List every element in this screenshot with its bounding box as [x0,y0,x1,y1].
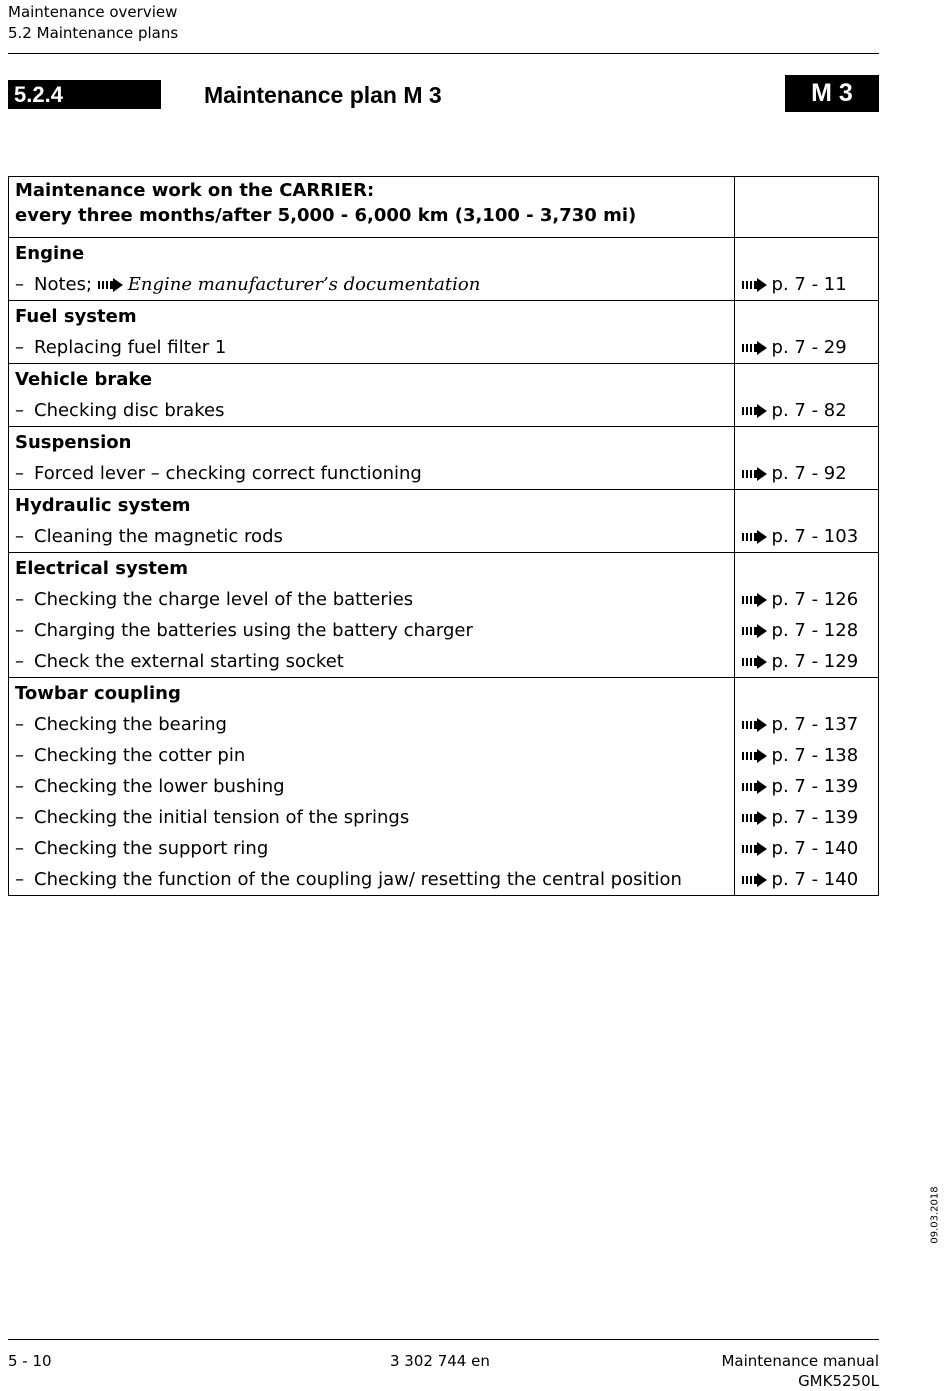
page-reference-text[interactable]: p. 7 - 139 [771,807,859,828]
page-reference[interactable] [735,833,878,864]
list-dash: – [15,589,24,610]
footer-manual-model: GMK5250L [798,1372,879,1390]
list-dash: – [15,869,24,890]
footer-manual-title: Maintenance manual [721,1352,879,1370]
page-reference-text[interactable]: p. 7 - 103 [771,526,859,547]
group-title: Towbar coupling [15,683,181,704]
item-text: Checking the charge level of the batteries [34,589,414,610]
list-item [9,332,734,363]
page-reference-text[interactable]: p. 7 - 137 [771,714,859,735]
reference-spacer [735,427,878,458]
page-reference-arrow-icon [742,773,767,804]
page-reference-arrow-icon [742,397,767,428]
page-reference-text[interactable]: p. 7 - 140 [771,838,859,859]
section-number: 5.2.4 [8,80,161,109]
table-heading-ref-cell [734,177,878,238]
page-reference-text[interactable]: p. 7 - 11 [771,274,847,295]
list-dash: – [15,463,24,484]
list-item [9,864,734,895]
table-row [9,678,879,896]
item-text: Cleaning the magnetic rods [34,526,283,547]
page-reference-text[interactable]: p. 7 - 128 [771,620,859,641]
item-text: Checking the support ring [34,838,269,859]
page-title: Maintenance plan M 3 [204,82,442,108]
list-dash: – [15,838,24,859]
item-text: Checking the cotter pin [34,745,246,766]
page-reference[interactable] [735,646,878,677]
reference-spacer [735,553,878,584]
table-heading-row [9,177,879,238]
reference-spacer [735,364,878,395]
task-cell [9,490,735,553]
list-dash: – [15,337,24,358]
footer-page-number: 5 - 10 [8,1352,52,1370]
page-reference[interactable] [735,709,878,740]
page-reference-arrow-icon [742,866,767,897]
item-text: Checking the bearing [34,714,227,735]
page-reference-arrow-icon [742,523,767,554]
page-reference-arrow-icon [742,460,767,491]
page-reference[interactable] [735,740,878,771]
table-heading-line2: every three months/after 5,000 - 6,000 km (3,100 - 3,730 mi) [15,205,637,226]
page-reference-text[interactable]: p. 7 - 92 [771,463,847,484]
reference-spacer [735,301,878,332]
list-item [9,615,734,646]
task-cell [9,238,735,301]
reference-cell [734,238,878,301]
list-item [9,458,734,489]
list-item [9,395,734,426]
reference-cell [734,678,878,896]
page-reference-arrow-icon [98,271,123,302]
list-dash: – [15,651,24,672]
page-reference-text[interactable]: p. 7 - 140 [771,869,859,890]
group-title: Suspension [15,432,132,453]
table-row [9,238,879,301]
page-reference-arrow-icon [742,334,767,365]
page-reference-arrow-icon [742,835,767,866]
header-rule [8,53,879,54]
table-heading-line1: Maintenance work on the CARRIER: [15,180,375,201]
page-reference-arrow-icon [742,648,767,679]
task-cell [9,553,735,678]
page-reference[interactable] [735,521,878,552]
maintenance-table-body [9,177,879,896]
task-cell [9,427,735,490]
running-header [8,2,178,44]
group-title: Electrical system [15,558,188,579]
list-item [9,771,734,802]
reference-spacer [735,238,878,269]
item-text: Checking the lower bushing [34,776,285,797]
page-reference[interactable] [735,584,878,615]
page-reference-arrow-icon [742,617,767,648]
page-reference-arrow-icon [742,804,767,835]
maintenance-table [8,176,879,896]
plan-badge: M 3 [785,75,879,112]
item-text: Checking disc brakes [34,400,225,421]
reference-cell [734,301,878,364]
table-row [9,364,879,427]
page-reference-arrow-icon [742,711,767,742]
list-dash: – [15,776,24,797]
page-reference-text[interactable]: p. 7 - 29 [771,337,847,358]
page-reference-text[interactable]: p. 7 - 129 [771,651,859,672]
table-heading-cell [9,177,735,238]
list-dash: – [15,714,24,735]
item-text: Forced lever – checking correct functioning [34,463,422,484]
page-reference[interactable] [735,332,878,363]
page-reference-arrow-icon [742,586,767,617]
page-reference[interactable] [735,864,878,895]
list-dash: – [15,745,24,766]
group-title: Engine [15,243,85,264]
page-reference[interactable] [735,458,878,489]
footer-rule [8,1339,879,1340]
page-reference[interactable] [735,771,878,802]
page-reference-text[interactable]: p. 7 - 138 [771,745,859,766]
item-prefix: Notes; [34,274,93,295]
reference-cell [734,490,878,553]
reference-cell [734,427,878,490]
list-dash: – [15,526,24,547]
page-reference-text[interactable]: p. 7 - 126 [771,589,859,610]
task-cell [9,364,735,427]
list-dash: – [15,274,24,295]
group-title: Vehicle brake [15,369,153,390]
table-row [9,301,879,364]
page-reference-arrow-icon [742,271,767,302]
list-item [9,584,734,615]
item-text: Charging the batteries using the battery charger [34,620,473,641]
table-row [9,427,879,490]
page-reference[interactable] [735,802,878,833]
page-reference[interactable] [735,269,878,300]
header-section: 5.2 Maintenance plans [8,24,179,42]
header-chapter: Maintenance overview [8,3,178,21]
page-reference[interactable] [735,615,878,646]
page-reference-arrow-icon [742,742,767,773]
task-cell [9,678,735,896]
list-item [9,269,734,300]
side-date: 09.03.2018 [929,1186,941,1244]
footer-manual [721,1351,879,1391]
reference-cell [734,364,878,427]
list-dash: – [15,620,24,641]
item-text: Check the external starting socket [34,651,344,672]
list-item [9,646,734,677]
reference-cell [734,553,878,678]
reference-spacer [735,678,878,709]
item-text: Checking the initial tension of the springs [34,807,410,828]
list-item [9,833,734,864]
item-reference-text: Engine manufacturer’s documentation [127,274,481,295]
list-dash: – [15,400,24,421]
list-dash: – [15,807,24,828]
group-title: Fuel system [15,306,137,327]
footer-doc-number: 3 302 744 en [390,1352,490,1370]
list-item [9,802,734,833]
list-item [9,709,734,740]
table-row [9,490,879,553]
reference-spacer [735,490,878,521]
list-item [9,521,734,552]
list-item [9,740,734,771]
task-cell [9,301,735,364]
page-reference[interactable] [735,395,878,426]
group-title: Hydraulic system [15,495,191,516]
item-text: Replacing fuel filter 1 [34,337,227,358]
page-reference-text[interactable]: p. 7 - 82 [771,400,847,421]
page-reference-text[interactable]: p. 7 - 139 [771,776,859,797]
item-text: Checking the function of the coupling jaw/ resetting the central position [34,869,682,890]
table-row [9,553,879,678]
